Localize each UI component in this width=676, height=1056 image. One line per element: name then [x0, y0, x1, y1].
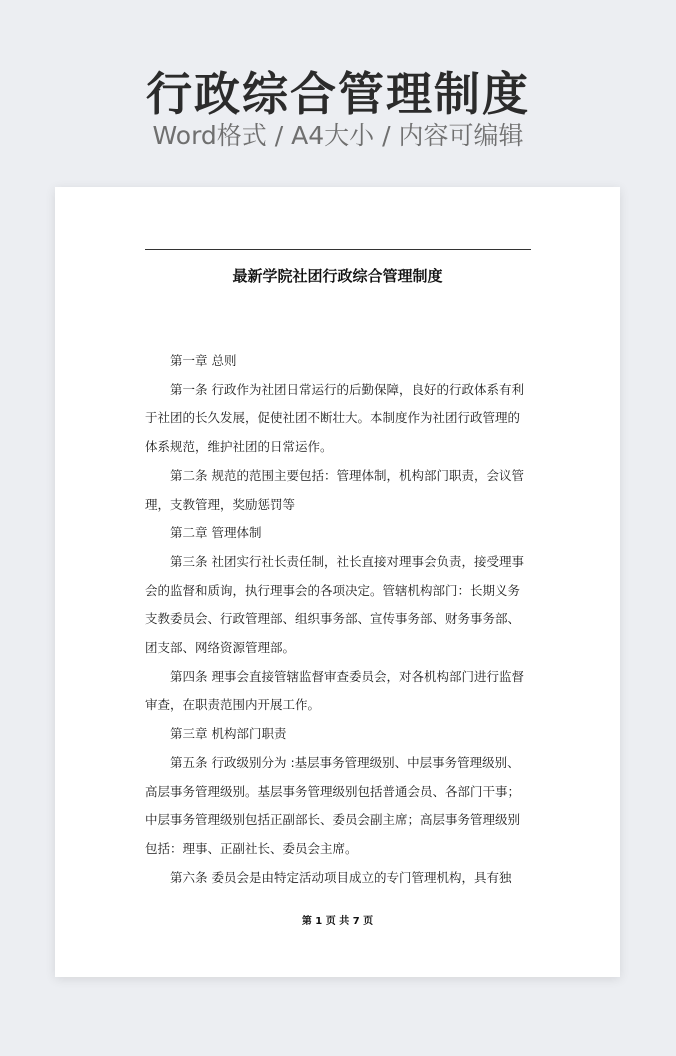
banner-title: 行政综合管理制度 — [146, 67, 530, 121]
chapter-heading: 第一章 总则 — [170, 353, 237, 368]
paragraph: 第一条 行政作为社团日常运行的后勤保障，良好的行政体系有利于社团的长久发展，促使社团不断壮大。本制度作为社团行政管理的体系规范，维护社团的日常运作。 — [145, 381, 524, 455]
paragraph: 第四条 理事会直接管辖监督审查委员会，对各机构部门进行监督审查，在职责范围内开展工作。 — [145, 668, 524, 713]
header-rule — [145, 249, 531, 250]
page-footer: 第 1 页 共 7 页 — [301, 916, 374, 927]
paragraph: 第五条 行政级别分为 :基层事务管理级别、中层事务管理级别、高层事务管理级别。基层事务管理级别包括普通会员、各部门干事；中层事务管理级别包括正副部长、委员会副主席；高层事务管理级别包括：理事、正副社长、委员会主席。 — [145, 754, 521, 856]
banner-subtitle: Word格式 / A4大小 / 内容可编辑 — [152, 121, 524, 150]
chapter-heading: 第三章 机构部门职责 — [170, 726, 287, 742]
document-title: 最新学院社团行政综合管理制度 — [232, 267, 443, 285]
chapter-heading: 第二章 管理体制 — [170, 525, 262, 541]
paragraph: 第二条 规范的范围主要包括：管理体制，机构部门职责，会议管理，支教管理，奖励惩罚等 — [145, 467, 524, 512]
document-body — [145, 347, 531, 892]
document-page — [55, 187, 620, 977]
paragraph: 第六条 委员会是由特定活动项目成立的专门管理机构，具有独 — [170, 869, 512, 885]
paragraph: 第三条 社团实行社长责任制，社长直接对理事会负责，接受理事会的监督和质询，执行理事会的各项决定。管辖机构部门：长期义务支教委员会、行政管理部、组织事务部、宣传事务部、财务事务部、团支部、网络资源管理部。 — [145, 553, 524, 656]
